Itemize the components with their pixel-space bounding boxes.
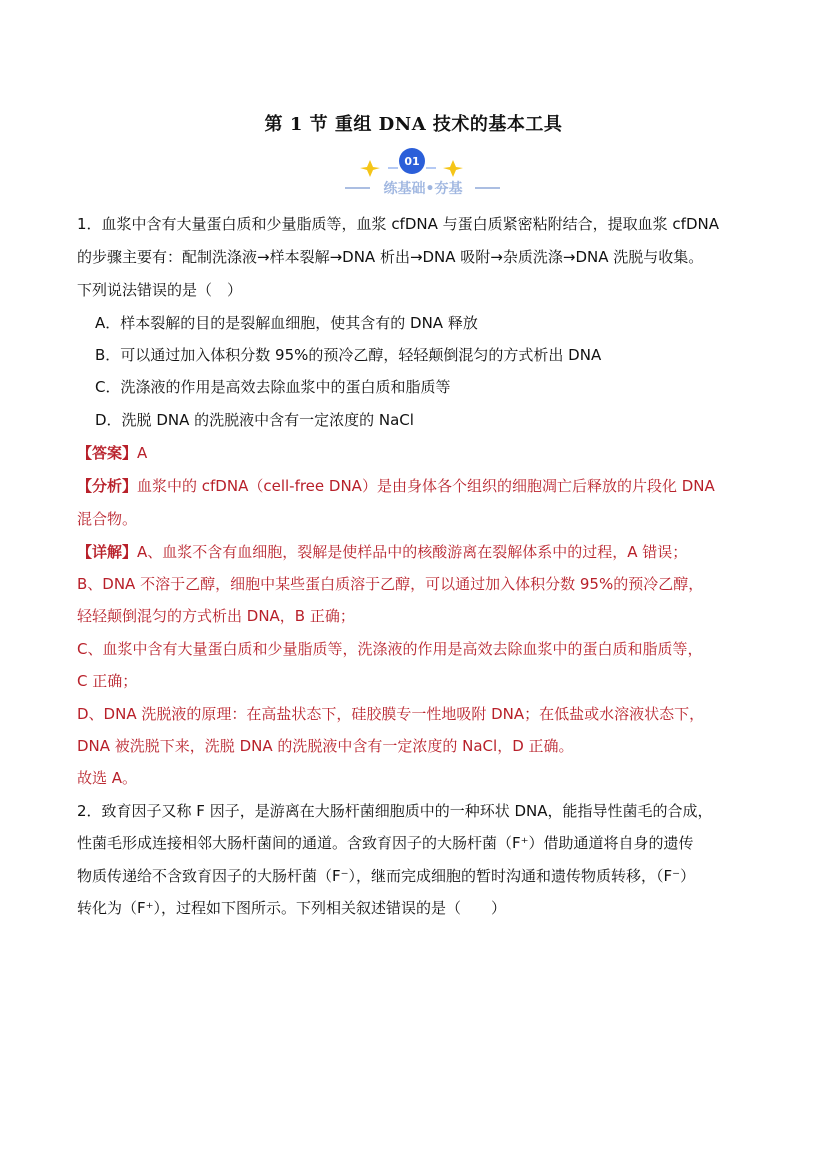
section-badge-graphic: [340, 144, 510, 200]
section-badge: [340, 144, 510, 200]
question-1-line: 1．血浆中含有大量蛋白质和少量脂质等，血浆 cfDNA 与蛋白质紧密粘附结合，提取血浆 cfDNA: [77, 215, 719, 233]
answer-tag: 【答案】: [77, 444, 138, 462]
option-c: C．洗涤液的作用是高效去除血浆中的蛋白质和脂质等: [95, 378, 451, 396]
question-2-line: 性菌毛形成连接相邻大肠杆菌间的通道。含致育因子的大肠杆菌（F⁺）借助通道将自身的遗传: [77, 834, 694, 852]
detail-tag: 【详解】: [77, 543, 138, 561]
question-2-line: 转化为（F⁺），过程如下图所示。下列相关叙述错误的是（ ）: [77, 899, 507, 917]
option-a: A．样本裂解的目的是裂解血细胞，使其含有的 DNA 释放: [95, 314, 478, 332]
question-1-line: 的步骤主要有：配制洗涤液→样本裂解→DNA 析出→DNA 吸附→杂质洗涤→DNA 洗脱与收集。: [77, 248, 704, 266]
detail-line: D、DNA 洗脱液的原理：在高盐状态下，硅胶膜专一性地吸附 DNA；在低盐或水溶液状态下，: [77, 705, 705, 723]
detail-line: 轻轻颠倒混匀的方式析出 DNA，B 正确；: [77, 607, 355, 625]
analysis-tag: 【分析】: [77, 477, 138, 495]
conclusion-line: 故选 A。: [77, 769, 138, 787]
page-title: 第 1 节 重组 DNA 技术的基本工具: [264, 114, 563, 135]
badge-label: 练基础•夯基: [383, 181, 463, 197]
detail-text: A、血浆不含有血细胞，裂解是使样品中的核酸游离在裂解体系中的过程，A 错误；: [137, 543, 688, 561]
detail-line: [77, 542, 687, 562]
answer-value: A: [137, 444, 148, 462]
question-2-line: 物质传递给不含致育因子的大肠杆菌（F⁻），继而完成细胞的暂时沟通和遗传物质转移，（F⁻）: [77, 867, 696, 885]
analysis-line: 混合物。: [77, 510, 138, 528]
detail-line: B、DNA 不溶于乙醇，细胞中某些蛋白质溶于乙醇，可以通过加入体积分数 95%的预冷乙醇，: [77, 575, 704, 593]
answer-line: [77, 443, 147, 463]
detail-line: C 正确；: [77, 672, 138, 690]
question-1-line: 下列说法错误的是（ ）: [77, 281, 243, 299]
option-b: B．可以通过加入体积分数 95%的预冷乙醇，轻轻颠倒混匀的方式析出 DNA: [95, 346, 602, 364]
analysis-line: [77, 476, 715, 496]
detail-line: DNA 被洗脱下来，洗脱 DNA 的洗脱液中含有一定浓度的 NaCl，D 正确。: [77, 737, 574, 755]
analysis-text: 血浆中的 cfDNA（cell-free DNA）是由身体各个组织的细胞凋亡后释放的片段化 DNA: [137, 477, 715, 495]
star-icon: [443, 160, 463, 177]
question-2-line: 2．致育因子又称 F 因子，是游离在大肠杆菌细胞质中的一种环状 DNA，能指导性菌毛的合成，: [77, 802, 713, 820]
option-d: D．洗脱 DNA 的洗脱液中含有一定浓度的 NaCl: [95, 411, 414, 429]
star-icon: [360, 160, 380, 177]
badge-number: 01: [404, 155, 420, 168]
detail-line: C、血浆中含有大量蛋白质和少量脂质等，洗涤液的作用是高效去除血浆中的蛋白质和脂质等，: [77, 640, 703, 658]
